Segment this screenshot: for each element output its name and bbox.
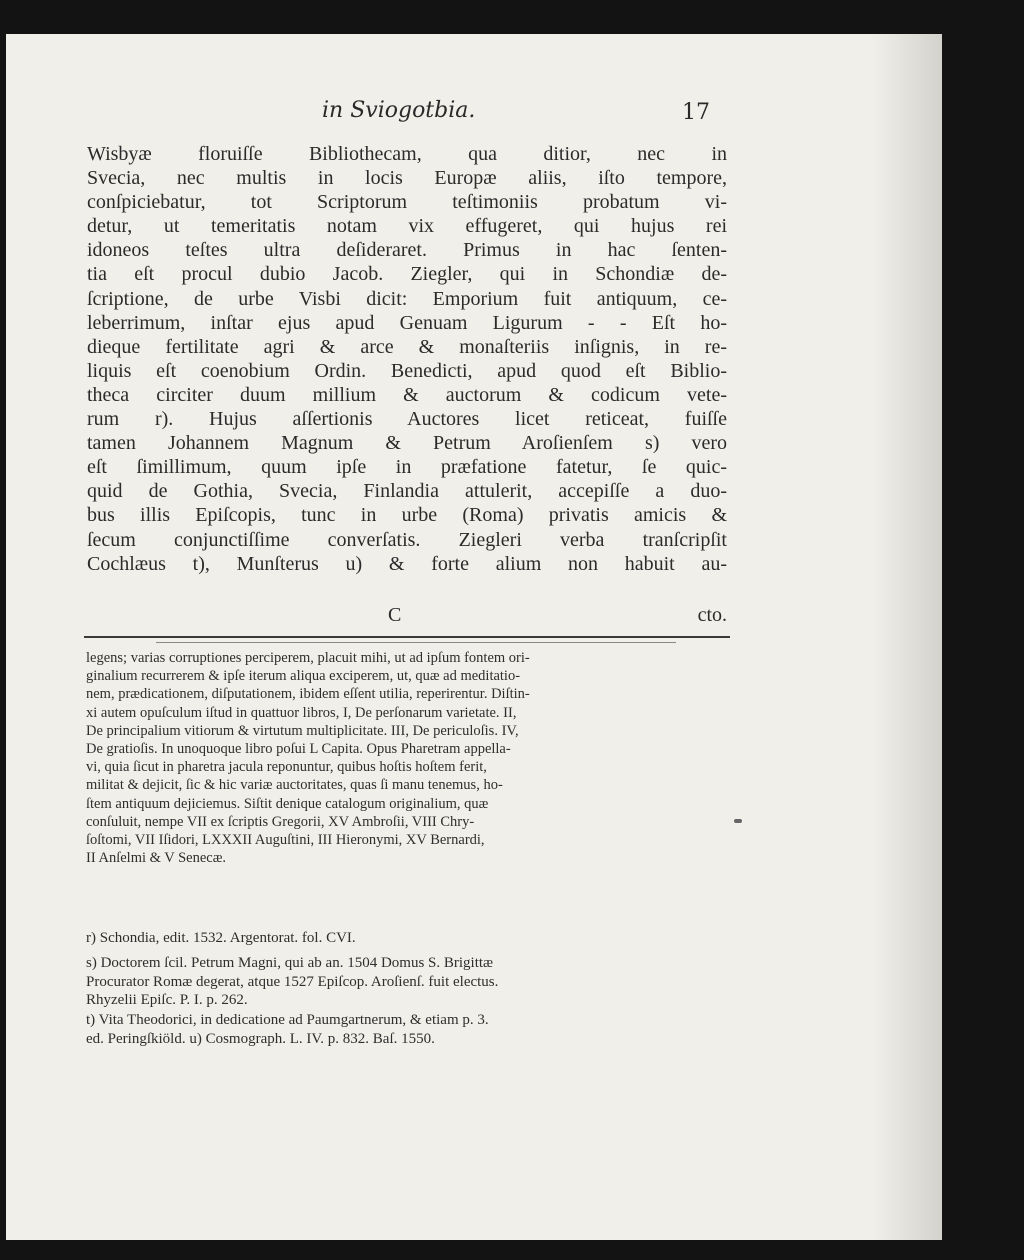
footnote-line: vi, quia ſicut in pharetra jacula reponuntur, quibus hoſtis hoſtem ferit, — [86, 759, 487, 776]
text-line: rum r). Hujus aſſertionis Auctores licet reticeat, fuiſſe — [87, 408, 727, 431]
text-line: Wisbyæ floruiſſe Bibliothecam, qua ditior, nec in — [87, 143, 727, 165]
page-number: 17 — [682, 100, 710, 125]
catchword: cto. — [697, 604, 727, 626]
book-page — [6, 34, 942, 1240]
running-head: in Sviogotbia. — [322, 98, 476, 123]
footnote-rule — [84, 636, 730, 638]
text-line: tamen Johannem Magnum & Petrum Aroſienſem s) vero — [87, 432, 727, 455]
text-line: conſpiciebatur, tot Scriptorum teſtimoniis probatum vi- — [87, 191, 727, 214]
footnote-t-line: t) Vita Theodorici, in dedicatione ad Paumgartnerum, & etiam p. 3. — [86, 1012, 489, 1028]
text-line: leberrimum, inſtar ejus apud Genuam Ligurum - - Eſt ho- — [87, 311, 727, 334]
footnote-line: II Anſelmi & V Senecæ. — [86, 850, 227, 867]
text-line: quid de Gothia, Svecia, Finlandia attulerit, accepiſſe a duo- — [87, 480, 727, 503]
footnote-line: legens; varias corruptiones perciperem, placuit mihi, ut ad ipſum fontem ori- — [86, 650, 530, 666]
text-line: theca circiter duum millium & auctorum & codicum vete- — [87, 383, 727, 406]
footnote-r-line: r) Schondia, edit. 1532. Argentorat. fol. CVI. — [86, 930, 356, 946]
footnote-s-line: s) Doctorem ſcil. Petrum Magni, qui ab an. 1504 Domus S. Brigittæ — [86, 955, 494, 971]
text-line: detur, ut temeritatis notam vix effugeret, qui hujus rei — [87, 215, 727, 238]
footnote-line: ſtem antiquum dejiciemus. Siſtit denique catalogum originalium, quæ — [86, 795, 489, 812]
footnote-continuation — [86, 649, 728, 867]
footnote-s-line: Procurator Romæ degerat, atque 1527 Epiſcop. Aroſienſ. fuit electus. — [86, 973, 499, 990]
footnote-rule-thin — [156, 642, 676, 643]
footnote-s — [86, 954, 728, 1010]
text-line: bus illis Epiſcopis, tunc in urbe (Roma) privatis amicis & — [87, 504, 727, 527]
footnote-t-u — [86, 1011, 728, 1048]
margin-mark — [734, 819, 742, 823]
footnote-r — [86, 929, 728, 948]
footnote-line: nem, prædicationem, diſputationem, ibidem eſſent utilia, reperirentur. Diſtin- — [86, 686, 530, 703]
footnote-line: ginalium recurrerem & ipſe iterum aliqua exciperem, ut, quæ ad meditatio- — [86, 668, 521, 685]
text-line: dieque fertilitate agri & arce & monaſteriis inſignis, in re- — [87, 335, 727, 358]
footnote-line: militat & dejicit, ſic & hic variæ auctoritates, quas ſi manu tenemus, ho- — [86, 777, 503, 794]
text-line: ſcriptione, de urbe Visbi dicit: Emporium fuit antiquum, ce- — [87, 287, 727, 310]
text-line: Svecia, nec multis in locis Europæ aliis, iſto tempore, — [87, 167, 727, 190]
signature-mark: C — [388, 604, 402, 626]
footnote-s-line: Rhyzelii Epiſc. P. I. p. 262. — [86, 992, 248, 1009]
main-text — [87, 142, 727, 576]
footnote-line: conſuluit, nempe VII ex ſcriptis Gregorii, XV Ambroſii, VIII Chry- — [86, 813, 475, 830]
text-line: liquis eſt coenobium Ordin. Benedicti, apud quod eſt Biblio- — [87, 359, 727, 382]
footnote-line: De gratioſis. In unoquoque libro poſui L Capita. Opus Pharetram appella- — [86, 740, 511, 757]
text-line: tia eſt procul dubio Jacob. Ziegler, qui in Schondiæ de- — [87, 263, 727, 286]
text-line: idoneos teſtes ultra deſideraret. Primus in hac ſenten- — [87, 239, 727, 262]
text-line: Cochlæus t), Munſterus u) & forte alium non habuit au- — [87, 552, 727, 575]
footnote-line: De principalium vitiorum & virtutum multiplicitate. III, De periculoſis. IV, — [86, 722, 519, 739]
text-line: ſecum conjunctiſſime converſatis. Ziegleri verba tranſcripſit — [87, 528, 727, 551]
text-line: eſt ſimillimum, quum ipſe in præfatione fatetur, ſe quic- — [87, 456, 727, 479]
footnote-line: ſoſtomi, VII Iſidori, LXXXII Auguſtini, III Hieronymi, XV Bernardi, — [86, 831, 485, 848]
footnote-t-line: ed. Peringſkiöld. u) Cosmograph. L. IV. p. 832. Baſ. 1550. — [86, 1030, 435, 1047]
footnote-line: xi autem opuſculum iſtud in quattuor libros, I, De perſonarum varietate. II, — [86, 704, 517, 721]
